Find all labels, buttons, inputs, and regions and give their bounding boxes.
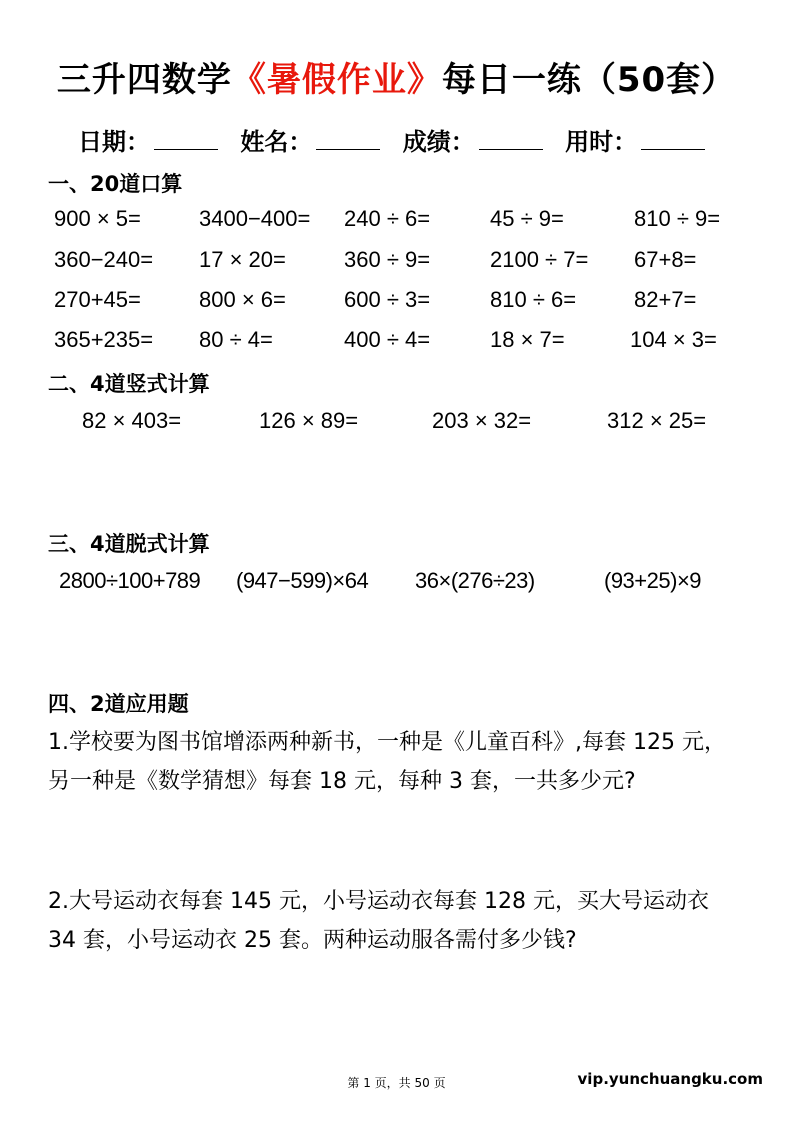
- score-label: 成绩：: [402, 128, 475, 156]
- time-label: 用时：: [565, 128, 638, 156]
- oral-problem: 67+8=: [634, 247, 697, 272]
- vertical-calc-problem: 203 × 32=: [432, 408, 532, 433]
- oral-row-1: [0, 206, 793, 236]
- oral-problem: 810 ÷ 9=: [634, 206, 721, 231]
- word-problem-1-line-2: 另一种是《数学猜想》每套 18 元，每种 3 套，一共多少元?: [48, 769, 636, 794]
- time-blank: [641, 127, 705, 150]
- word-problem-2: [48, 882, 758, 960]
- title-suffix: 每日一练（50套）: [441, 60, 737, 100]
- oral-problem: 240 ÷ 6=: [344, 206, 431, 231]
- name-blank: [316, 127, 380, 150]
- stepwise-calc-row: [0, 568, 793, 598]
- oral-problem: 82+7=: [634, 287, 697, 312]
- word-problem-2-line-1: 2.大号运动衣每套 145 元，小号运动衣每套 128 元，买大号运动衣: [48, 889, 709, 914]
- vertical-calc-problem: 312 × 25=: [607, 408, 707, 433]
- oral-problem: 360−240=: [54, 247, 154, 272]
- oral-problem: 800 × 6=: [199, 287, 286, 312]
- oral-row-2: [0, 247, 793, 277]
- oral-problem: 600 ÷ 3=: [344, 287, 431, 312]
- page-title: [0, 52, 793, 101]
- score-field: [403, 128, 543, 156]
- title-highlight: 《暑假作业》: [231, 60, 442, 100]
- vertical-calc-row: [0, 408, 793, 438]
- score-blank: [479, 127, 543, 150]
- word-problem-1-line-1: 1.学校要为图书馆增添两种新书，一种是《儿童百科》,每套 125 元，: [48, 730, 726, 755]
- oral-problem: 45 ÷ 9=: [490, 206, 564, 231]
- name-field: [240, 128, 380, 156]
- section2-title: 二、4道竖式计算: [48, 372, 210, 396]
- oral-problem: 810 ÷ 6=: [490, 287, 577, 312]
- oral-problem: 18 × 7=: [490, 327, 565, 352]
- oral-row-4: [0, 327, 793, 357]
- stepwise-calc-problem: (947−599)×64: [236, 568, 369, 593]
- section3-title: 三、4道脱式计算: [48, 532, 210, 556]
- time-field: [565, 128, 705, 156]
- stepwise-calc-problem: 2800÷100+789: [59, 568, 201, 593]
- word-problem-1: [48, 723, 758, 801]
- oral-problem: 360 ÷ 9=: [344, 247, 431, 272]
- title-prefix: 三升四数学: [56, 60, 232, 100]
- stepwise-calc-problem: 36×(276÷23): [415, 568, 535, 593]
- vertical-calc-problem: 82 × 403=: [82, 408, 182, 433]
- word-problem-2-line-2: 34 套，小号运动衣 25 套。两种运动服各需付多少钱?: [48, 928, 577, 953]
- date-blank: [154, 127, 218, 150]
- date-label: 日期：: [78, 128, 150, 156]
- oral-row-3: [0, 287, 793, 317]
- oral-problem: 2100 ÷ 7=: [490, 247, 589, 272]
- section1-title: 一、20道口算: [48, 172, 183, 196]
- oral-problem: 17 × 20=: [199, 247, 286, 272]
- vertical-calc-problem: 126 × 89=: [259, 408, 359, 433]
- student-info-line: [78, 122, 719, 157]
- oral-problem: 3400−400=: [199, 206, 311, 231]
- date-field: [78, 128, 218, 156]
- oral-problem: 270+45=: [54, 287, 141, 312]
- oral-problem: 80 ÷ 4=: [199, 327, 273, 352]
- oral-problem: 900 × 5=: [54, 206, 141, 231]
- section4-title: 四、2道应用题: [48, 692, 189, 716]
- oral-problem: 104 × 3=: [630, 327, 717, 352]
- stepwise-calc-problem: (93+25)×9: [604, 568, 702, 593]
- website-url: vip.yunchuangku.com: [577, 1070, 763, 1088]
- page-number: 第 1 页，共 50 页: [347, 1076, 446, 1090]
- oral-problem: 400 ÷ 4=: [344, 327, 431, 352]
- name-label: 姓名：: [240, 128, 313, 156]
- oral-problem: 365+235=: [54, 327, 154, 352]
